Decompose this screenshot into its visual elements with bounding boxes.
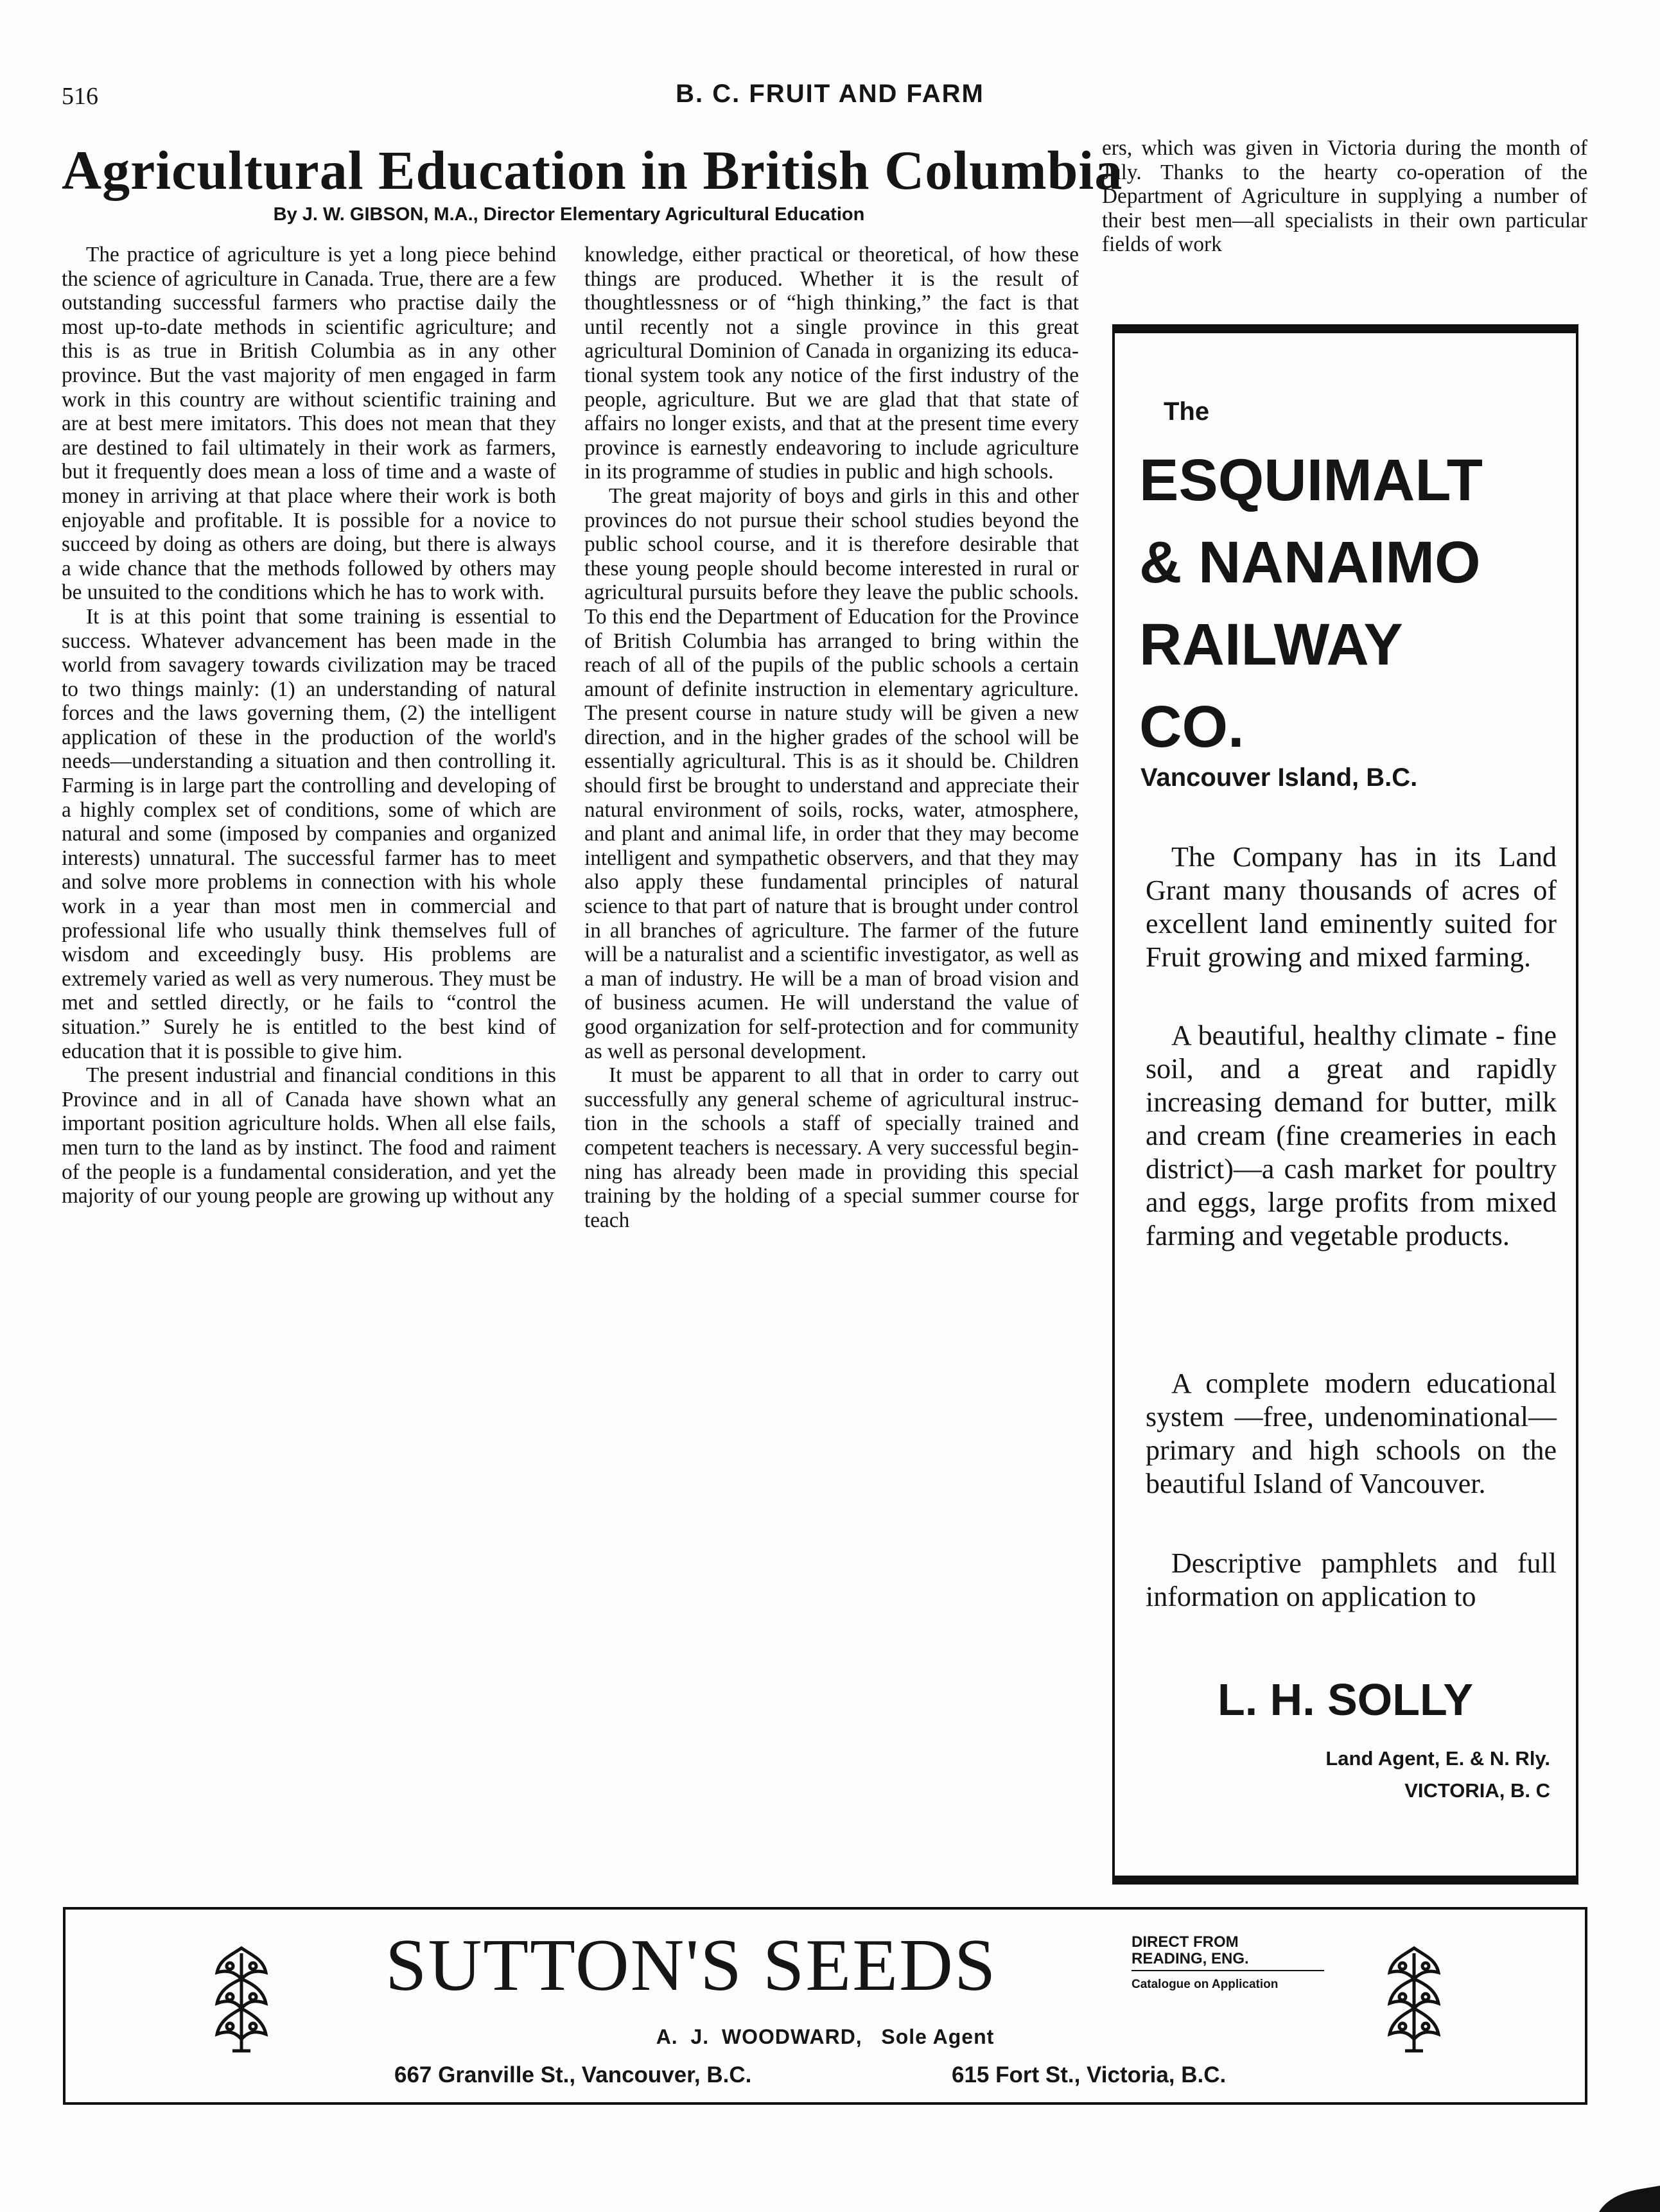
- page-number: 516: [62, 83, 98, 110]
- ad-company-line: & NANAIMO: [1139, 530, 1481, 595]
- article-paragraph: knowledge, either practical or theoretical, of how these things are produced. Whether it is the result of thoughtlessness or of “high thinking,” the fact is that until recently not a single province in this great agricultural Dominion of Canada in organizing its educational system took any notice of the first industry of the people, agriculture. But we are glad that that state of affairs no longer exists, and that at the present time every province is earnestly endeavoring to include agriculture in its programme of studies in public and high schools.: [584, 243, 1079, 484]
- ad-company-name: [1139, 439, 1569, 768]
- article-column-3: [1102, 136, 1587, 257]
- seeds-agent: A. J. WOODWARD, Sole Agent: [656, 2025, 995, 2048]
- ad-paragraph: Descriptive pamphlets and full information on application to: [1146, 1547, 1557, 1612]
- article-column-1: [62, 243, 556, 1208]
- running-head: B. C. FRUIT AND FARM: [676, 80, 984, 108]
- seeds-address-victoria: 615 Fort St., Victoria, B.C.: [952, 2062, 1227, 2087]
- ad-location: Vancouver Island, B.C.: [1140, 763, 1418, 792]
- seeds-direct-from: [1131, 1934, 1324, 1993]
- ad-company-line: CO.: [1139, 694, 1245, 760]
- article-paragraph: ers, which was given in Victoria during the month of July. Thanks to the hearty co-operation of the Department of Agriculture in supplying a number of their best men—all specialists in their own particular fields of work: [1102, 136, 1587, 257]
- ad-agent-city: VICTORIA, B. C: [1404, 1779, 1550, 1802]
- article-paragraph: The present industrial and financial conditions in this Province and in all of Canada have shown what an important position agriculture holds. When all else fails, men turn to the land as by instinct. The food and raiment of the people is a fundamental consideration, and yet the majority of our young people are growing up without any: [62, 1063, 556, 1208]
- scan-edge-mark: [1599, 2168, 1660, 2212]
- byline: By J. W. GIBSON, M.A., Director Elementary Agricultural Education: [273, 204, 865, 225]
- ad-contact-name: L. H. SOLLY: [1217, 1675, 1474, 1725]
- seeds-address-vancouver: 667 Granville St., Vancouver, B.C.: [394, 2062, 752, 2087]
- ad-bottom-rule: [1115, 1876, 1576, 1882]
- ad-paragraph: A beautiful, healthy climate - fine soil, and a great and rapidly increasing demand for butter, milk and cream (fine creameries in each district)—a cash market for poultry and eggs, large profits from mixed farming and vegetable products.: [1146, 1020, 1557, 1251]
- ad-company-line: RAILWAY: [1139, 612, 1403, 677]
- article-title: Agricultural Education in British Columbia: [62, 139, 1123, 201]
- ad-the: The: [1164, 397, 1210, 426]
- railway-advertisement: [1112, 324, 1578, 1885]
- ad-paragraph: A complete modern educational system —free, undenominational—primary and high schools on the beautiful Island of Vancouver.: [1146, 1368, 1557, 1499]
- seeds-brand-name: SUTTON'S SEEDS: [385, 1924, 997, 2007]
- ad-agent-title: Land Agent, E. & N. Rly.: [1325, 1747, 1550, 1770]
- article-paragraph: It is at this point that some training is essential to success. Whatever advancement has been made in the world from savagery towards civilization may be traced to two things mainly: (1) an understanding of natural forces and the laws governing them, (2) the intelligent application of these in the production of the world's needs—understanding a situation and then controlling it. Farming is in large part the controlling and developing of a highly complex set of conditions, some of which are natural and some (imposed by companies and organized interests) unnatural. The successful farmer has to meet and solve more problems in connection with his whole work in a year than most men in commercial and professional life who usually think themselves full of wisdom and exceedingly busy. His problems are extremely varied as well as very numerous. They must be met and settled directly, or he fails to “control the situation.” Surely he is entitled to the best kind of education that it is possible to give him.: [62, 604, 556, 1063]
- seeds-catalogue: Catalogue on Application: [1131, 1978, 1279, 1991]
- article-paragraph: It must be apparent to all that in order to carry out successfully any general scheme of agricultural instruction in the schools a staff of specially trained and competent teachers is necessary. A very successful beginning has already been made in providing this special training by the holding of a special summer course for teach: [584, 1063, 1079, 1232]
- seeds-advertisement: [63, 1907, 1587, 2105]
- floral-ornament-right-icon: [1383, 1943, 1445, 2056]
- ad-top-rule: [1115, 327, 1576, 333]
- seeds-direct-line: READING, ENG.: [1131, 1951, 1324, 1971]
- article-column-2: [584, 243, 1079, 1232]
- seeds-direct-line: DIRECT FROM: [1131, 1933, 1239, 1951]
- article-paragraph: The great majority of boys and girls in this and other provinces do not pursue their school studies beyond the public school course, and it is therefore desirable that these young people should become interested in rural or agricultural pursuits before they leave the public schools. To this end the Department of Education for the Province of British Columbia has arranged to bring within the reach of all of the pupils of the public schools a certain amount of definite instruction in elementary agriculture. The present course in nature study will be given a new direction, and in the higher grades of the school will be essentially agricultural. This is as it should be. Children should first be brought to understand and appreciate their natural environment of soils, rocks, water, atmosphere, and plant and animal life, in order that they may become intelligent and sympathetic observers, and that they may also apply these fundamental principles of natural science to that part of nature that is brought under control in all branches of agriculture. The farmer of the future will be a naturalist and a scientific investigator, as well as a man of industry. He will be a man of broad vision and of business acumen. He will understand the value of good organization for self-protection and for community as well as personal development.: [584, 483, 1079, 1063]
- ad-company-line: ESQUIMALT: [1139, 448, 1483, 513]
- article-paragraph: The practice of agriculture is yet a long piece behind the science of agriculture in Canada. True, there are a few outstanding successful farmers who practise daily the most up-to-date methods in scientific agriculture; and this is as true in British Columbia as in any other province. But the vast majority of men engaged in farm work in this country are without scientific training and are at best mere imitators. This does not mean that they are destined to fail ultimately in their work as farmers, but it frequently does mean a loss of time and a waste of money in arriving at that place where their work is both enjoyable and profitable. It is possible for a novice to succeed by doing as others are doing, but there is always a wide chance that the methods followed by others may be unsuited to the conditions which he has to work with.: [62, 243, 556, 605]
- ad-paragraph: The Company has in its Land Grant many thousands of acres of excellent land eminently suited for Fruit growing and mixed farming.: [1146, 841, 1557, 973]
